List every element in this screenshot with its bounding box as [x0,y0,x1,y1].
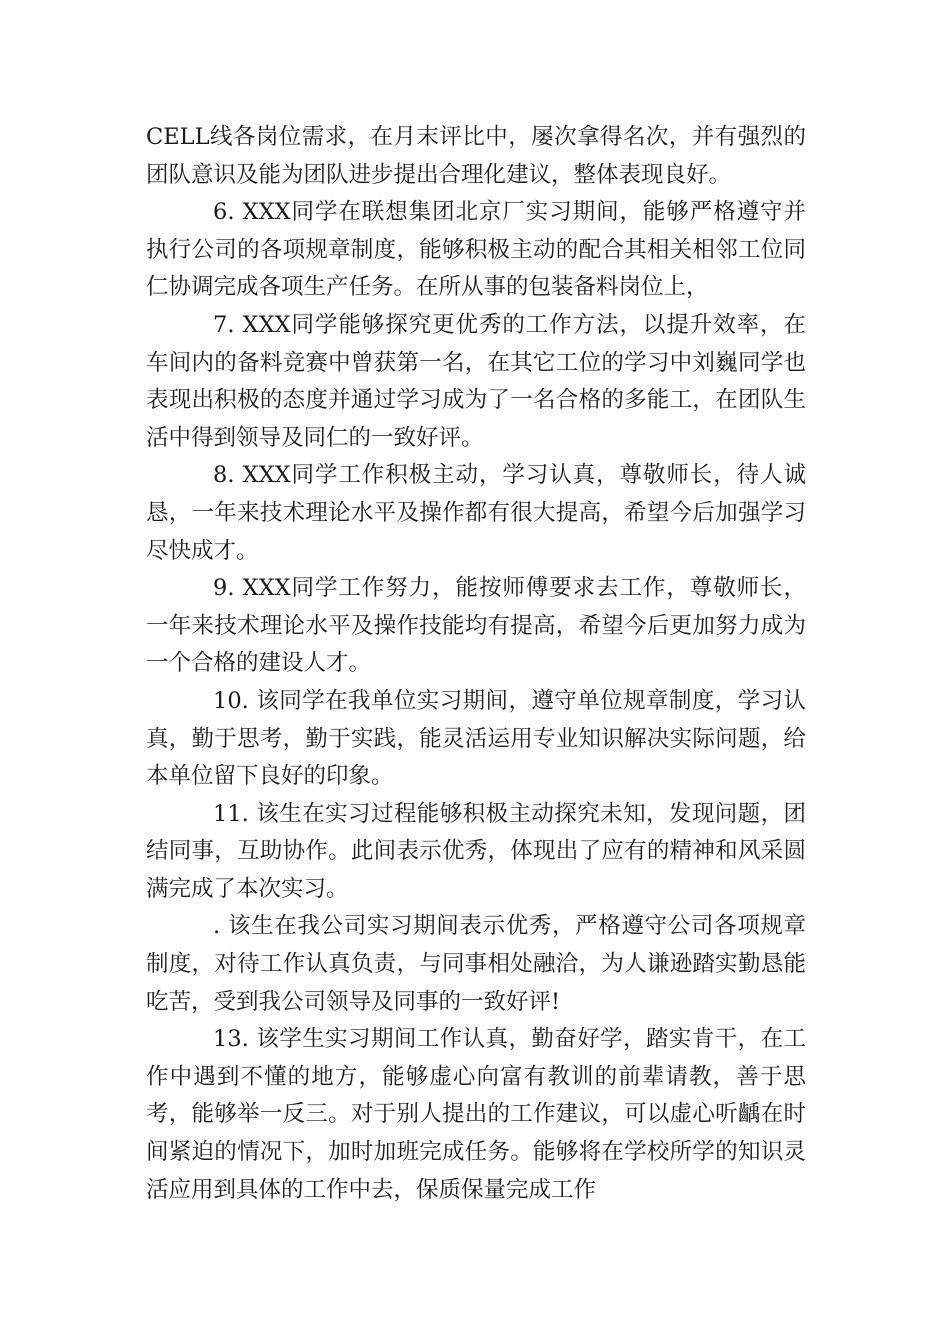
paragraph-10: 10. 该同学在我单位实习期间，遵守单位规章制度，学习认真，勤于思考，勤于实践，能灵活运用专业知识解决实际问题，给本单位留下良好的印象。 [146,687,806,790]
paragraph-continued: CELL线各岗位需求，在月末评比中，屡次拿得名次，并有强烈的团队意识及能为团队进步提出合理化建议，整体表现良好。 [146,124,806,188]
paragraph-9: 9. XXX同学工作努力，能按师傅要求去工作，尊敬师长，一年来技术理论水平及操作技能均有提高，希望今后更加努力成为一个合格的建设人才。 [146,575,806,677]
document-body [146,119,806,1209]
paragraph-11: 11. 该生在实习过程能够积极主动探究未知，发现问题，团结同事，互助协作。此间表示优秀，体现出了应有的精神和风采圆满完成了本次实习。 [146,800,806,902]
paragraph-8: 8. XXX同学工作积极主动，学习认真，尊敬师长，待人诚恳，一年来技术理论水平及操作都有很大提高，希望今后加强学习尽快成才。 [146,462,806,564]
paragraph-7: 7. XXX同学能够探究更优秀的工作方法，以提升效率，在车间内的备料竞赛中曾获第一名，在其它工位的学习中刘巍同学也表现出积极的态度并通过学习成为了一名合格的多能工，在团队生活中得到领导及同仁的一致好评。 [146,311,806,451]
paragraph-6: 6. XXX同学在联想集团北京厂实习期间，能够严格遵守并执行公司的各项规章制度，能够积极主动的配合其相关相邻工位同仁协调完成各项生产任务。在所从事的包装备料岗位上， [146,199,806,301]
paragraph-12: . 该生在我公司实习期间表示优秀，严格遵守公司各项规章制度，对待工作认真负责，与同事相处融洽，为人谦逊踏实勤恳能吃苦，受到我公司领导及同事的一致好评! [146,913,806,1015]
paragraph-13: 13. 该学生实习期间工作认真，勤奋好学，踏实肯干，在工作中遇到不懂的地方，能够虚心向富有教训的前辈请教，善于思考，能够举一反三。对于别人提出的工作建议，可以虚心听齲在时间紧迫的情况下，加时加班完成任务。能够将在学校所学的知识灵活应用到具体的工作中去，保质保量完成工作 [146,1026,806,1203]
